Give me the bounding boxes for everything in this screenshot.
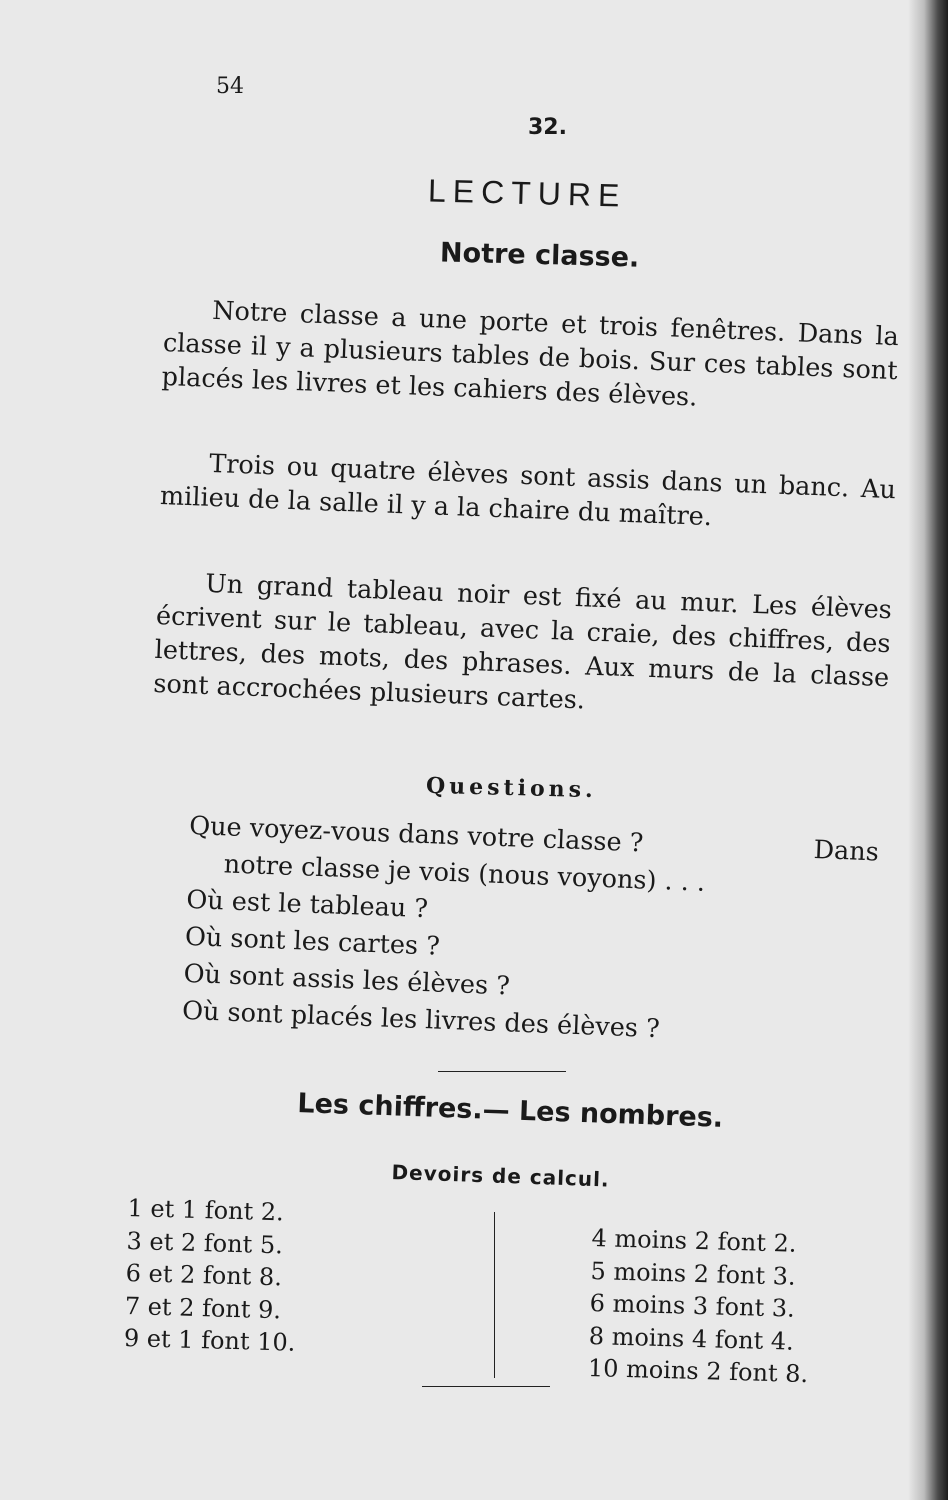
question-4: Où sont assis les élèves ? — [183, 958, 511, 1002]
question-2: Où est le tableau ? — [185, 884, 429, 925]
subtraction-line: 6 moins 3 font 3. — [589, 1288, 796, 1323]
question-1-answer: notre classe je vois (nous voyons) . . . — [223, 849, 706, 898]
question-1-text: Que voyez-vous dans votre classe ? — [188, 810, 644, 859]
subtraction-line: 5 moins 2 font 3. — [590, 1256, 797, 1291]
paragraph-1: Notre classe a une porte et trois fenêtres. Dans la classe il y a plusieurs tables de bois. Sur ces tables sont placés les livres et les cahiers des élèves. — [161, 295, 900, 413]
page-binding-edge — [908, 0, 948, 1500]
paragraph-3: Un grand tableau noir est fixé au mur. Les élèves écrivent sur le tableau, avec la craie, des chiffres, des lettres, des mots, des phrases. Aux murs de la classe sont accrochées plusieurs cartes. — [152, 568, 893, 716]
lesson-number: 32. — [528, 115, 567, 140]
subtraction-line: 10 moins 2 font 8. — [587, 1353, 809, 1389]
subtraction-line: 4 moins 2 font 2. — [591, 1223, 797, 1258]
questions-list — [181, 808, 879, 1056]
numbers-title: Les chiffres.— Les nombres. — [296, 1088, 724, 1134]
question-3: Où sont les cartes ? — [184, 921, 441, 962]
bottom-divider — [422, 1386, 550, 1387]
additions-column — [123, 1192, 299, 1359]
questions-title: Questions. — [425, 772, 598, 804]
subtraction-line: 8 moins 4 font 4. — [588, 1321, 795, 1356]
addition-line: 1 et 1 font 2. — [127, 1193, 285, 1227]
addition-line: 3 et 2 font 5. — [126, 1226, 284, 1259]
question-1-answer-start: Dans — [813, 834, 880, 868]
addition-line: 6 et 2 font 8. — [125, 1258, 283, 1292]
section-divider — [438, 1071, 566, 1072]
question-5: Où sont placés les livres des élèves ? — [181, 995, 661, 1045]
column-separator — [494, 1212, 495, 1378]
paragraph-2: Trois ou quatre élèves sont assis dans un banc. Au milieu de la salle il y a la chaire du maître. — [159, 448, 897, 533]
reading-subtitle: Notre classe. — [439, 237, 640, 274]
section-title: LECTURE — [427, 172, 627, 214]
subtractions-column — [587, 1222, 812, 1391]
addition-line: 7 et 2 font 9. — [124, 1291, 282, 1324]
addition-line: 9 et 1 font 10. — [123, 1323, 296, 1357]
calc-subtitle: Devoirs de calcul. — [391, 1160, 611, 1192]
page-number: 54 — [216, 74, 244, 99]
